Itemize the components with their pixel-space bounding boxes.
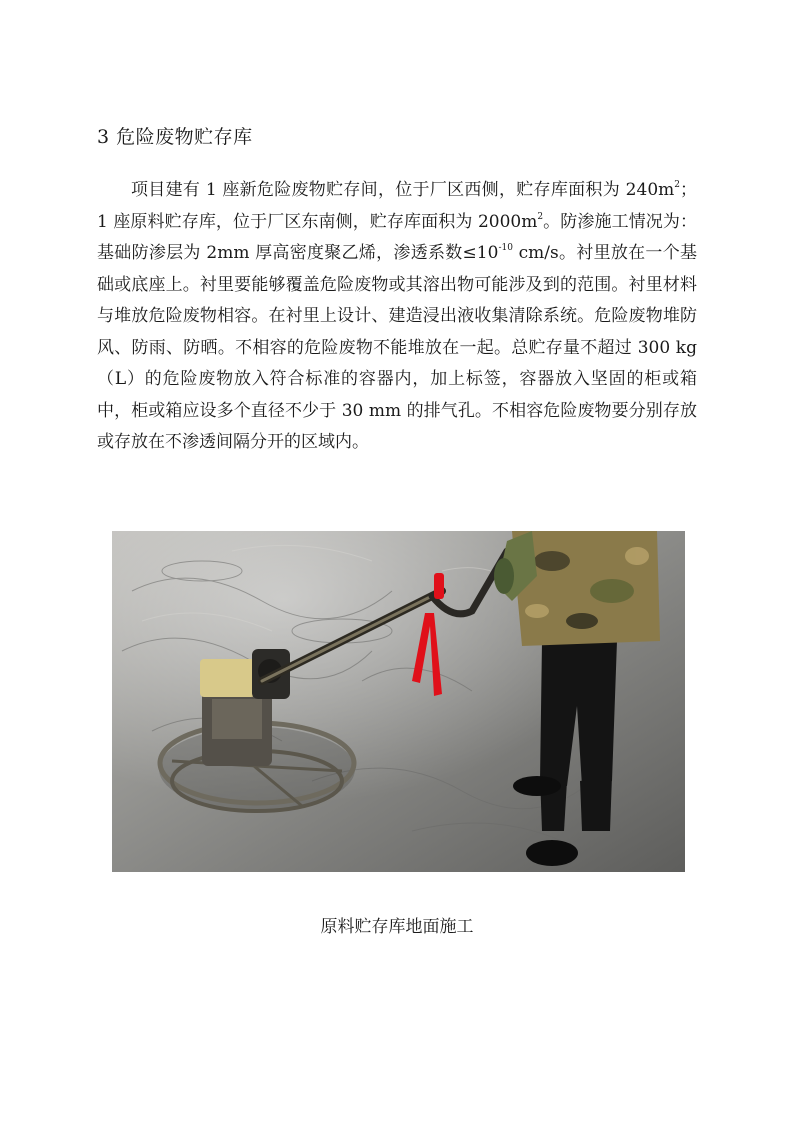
paragraph-text-4: cm/s。衬里放在一个基础或底座上。衬里要能够覆盖危险废物或其溶出物可能涉及到的范围。衬里材料与堆放危险废物相容。在衬里上设计、建造浸出液收集清除系统。危险废物堆防风、防雨、防晒。不相容的危险废物不能堆放在一起。总贮存量不超过 300 kg（L）的危险废物放入符合标准的容器内，加上标签，容器放入坚固的柜或箱中，柜或箱应设多个直径不少于 30 mm 的排气孔。不相容危险废物要分别存放或存放在不渗透间隔分开的区域内。 <box>97 243 697 452</box>
figure-caption: 原料贮存库地面施工 <box>320 917 474 937</box>
power-trowel-illustration <box>112 531 685 872</box>
paragraph-text-1: 项目建有 1 座新危险废物贮存间，位于厂区西侧，贮存库面积为 240m <box>131 180 675 200</box>
body-paragraph <box>97 175 697 459</box>
superscript-exponent: -10 <box>498 243 513 253</box>
paragraph-text-3: 。防渗施工情况为：基础防渗层为 2mm 厚高密度聚乙烯，渗透系数≤10 <box>97 211 697 263</box>
superscript-area-unit-1: 2 <box>674 180 680 190</box>
paragraph-text-2: ；1 座原料贮存库，位于厂区东南侧，贮存库面积为 2000m <box>97 180 697 232</box>
superscript-area-unit-2: 2 <box>537 211 544 222</box>
construction-photo <box>112 531 685 872</box>
section-heading: 3 危险废物贮存库 <box>97 126 253 148</box>
